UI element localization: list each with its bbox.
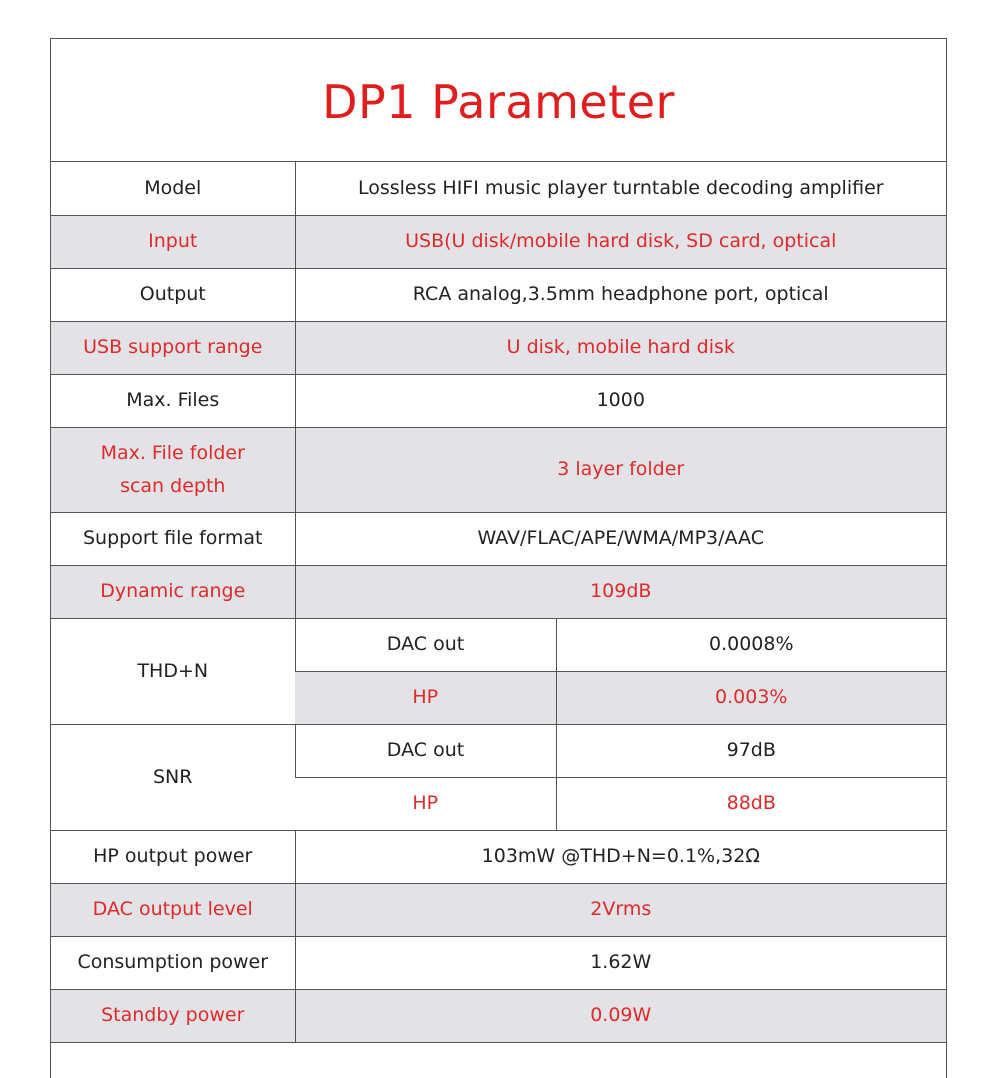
row-label: USB support range xyxy=(51,321,295,374)
sub-label: DAC out xyxy=(295,724,556,777)
row-label-line: Max. File folder xyxy=(100,441,245,464)
row-value: Lossless HIFI music player turntable decoding amplifier xyxy=(295,162,946,215)
table-row-scan-depth xyxy=(51,427,946,512)
row-label: HP output power xyxy=(51,830,295,883)
row-label: Input xyxy=(51,215,295,268)
sub-label: HP xyxy=(295,777,556,830)
table-row-consumption xyxy=(51,936,946,989)
row-label: Output xyxy=(51,268,295,321)
row-value: RCA analog,3.5mm headphone port, optical xyxy=(295,268,946,321)
table-row-dynamic-range xyxy=(51,565,946,618)
row-value: WAV/FLAC/APE/WMA/MP3/AAC xyxy=(295,512,946,565)
sub-label: DAC out xyxy=(295,618,556,671)
table-row-output xyxy=(51,268,946,321)
sub-label: HP xyxy=(295,671,556,724)
table-row-input xyxy=(51,215,946,268)
row-value: 2Vrms xyxy=(295,883,946,936)
row-label: DAC output level xyxy=(51,883,295,936)
row-label: Model xyxy=(51,162,295,215)
table-row-standby xyxy=(51,989,946,1042)
row-label: Standby power xyxy=(51,989,295,1042)
table-row-snr-dac xyxy=(51,724,946,777)
sub-value: 0.003% xyxy=(556,671,946,724)
row-label: SNR xyxy=(51,724,295,830)
row-value: U disk, mobile hard disk xyxy=(295,321,946,374)
table-row-dac-level xyxy=(51,883,946,936)
row-label: Dynamic range xyxy=(51,565,295,618)
table-row-model xyxy=(51,162,946,215)
parameter-table xyxy=(51,162,946,1043)
table-row-thd-dac xyxy=(51,618,946,671)
table-row-file-format xyxy=(51,512,946,565)
page-title: DP1 Parameter xyxy=(322,75,675,129)
row-label: Max. Files xyxy=(51,374,295,427)
row-value: 1.62W xyxy=(295,936,946,989)
row-value: 1000 xyxy=(295,374,946,427)
row-value: 3 layer folder xyxy=(295,427,946,512)
row-value: 109dB xyxy=(295,565,946,618)
table-row-usb-range xyxy=(51,321,946,374)
sub-value: 88dB xyxy=(556,777,946,830)
row-label-line: scan depth xyxy=(120,474,226,497)
row-value: 0.09W xyxy=(295,989,946,1042)
title-box xyxy=(51,39,946,162)
row-label xyxy=(51,427,295,512)
row-label: THD+N xyxy=(51,618,295,724)
table-row-max-files xyxy=(51,374,946,427)
parameter-sheet xyxy=(50,38,947,1078)
table-row-hp-power xyxy=(51,830,946,883)
row-value: USB(U disk/mobile hard disk, SD card, optical xyxy=(295,215,946,268)
sub-value: 97dB xyxy=(556,724,946,777)
row-value: 103mW @THD+N=0.1%,32Ω xyxy=(295,830,946,883)
sub-value: 0.0008% xyxy=(556,618,946,671)
row-label: Consumption power xyxy=(51,936,295,989)
row-label: Support file format xyxy=(51,512,295,565)
